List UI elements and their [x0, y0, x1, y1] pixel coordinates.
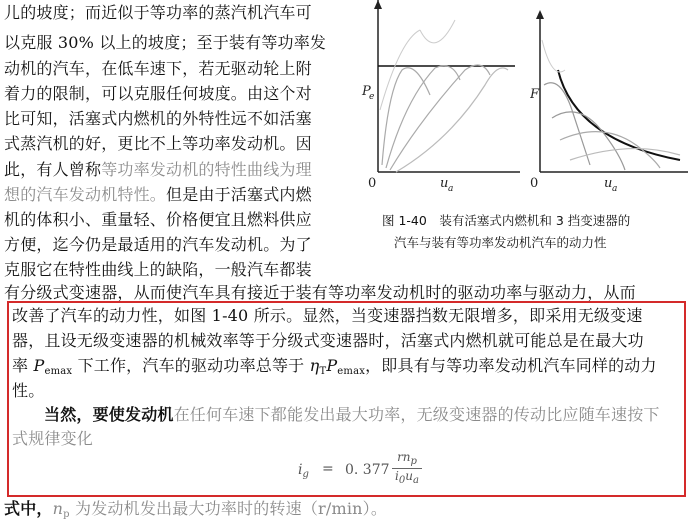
constant-power-curve: [558, 70, 680, 160]
power-plot: [360, 0, 525, 195]
gear-curve-4: [396, 68, 508, 172]
faded-text: 想的汽车发动机特性。: [4, 185, 167, 204]
text-line: 机的体积小、重量轻、价格便宜且燃料供应: [4, 210, 312, 229]
text-line: 有分级式变速器，从而使汽车具有接近于装有等功率发动机时的驱动功率与驱动力，从而: [4, 283, 636, 302]
formula-symbol: rn: [397, 450, 411, 464]
formula-numerator: [392, 450, 422, 469]
faded-text: 在任何车速下都能发出最大功率，无级变速器的传动比应随车速按下: [173, 405, 660, 424]
formula-symbol: i: [298, 462, 303, 478]
y-axis-arrow: [374, 0, 382, 9]
x-axis-label: u: [604, 176, 613, 191]
text-span: 下工作，汽车的驱动功率总等于: [72, 356, 310, 375]
text-span: 但是由于活塞式内燃: [166, 185, 312, 204]
formula-subscript: p: [410, 456, 417, 467]
y-axis-label: F: [530, 87, 540, 102]
text-line: [4, 185, 312, 205]
text-line: 以克服 30% 以上的坡度；至于装有等功率发: [4, 33, 327, 52]
math-symbol: P: [326, 356, 338, 375]
formula-denominator: [392, 469, 422, 486]
text-line: 改善了汽车的动力性，如图 1-40 所示。显然，当变速器挡数无限增多，即采用无级变速: [12, 306, 643, 325]
gear-curve-3: [390, 65, 490, 170]
text-line: 动机的汽车，在低车速下，若无驱动轮上附: [4, 59, 312, 78]
text-line: 器，且设无级变速器的机械效率等于分级式变速器时，活塞式内燃机就可能总是在最大功: [12, 331, 644, 350]
formula-subscript: 0: [398, 475, 406, 486]
origin-label: 0: [530, 176, 539, 191]
text-line: 儿的坡度；而近似于等功率的蒸汽机汽车可: [4, 3, 312, 22]
math-subscript: emax: [44, 366, 73, 377]
formula-fraction: [392, 450, 422, 486]
text-line: 式规律变化: [12, 429, 94, 448]
text-line: 克服它在特性曲线上的缺陷，一般汽车都装: [4, 260, 312, 279]
force-plot: [530, 0, 695, 195]
text-span: 率: [12, 356, 34, 375]
text-span: ，即具有与等功率发动机汽车同样的动力: [365, 356, 657, 375]
text-line: [4, 499, 387, 525]
y-axis-label-sub: e: [369, 92, 375, 102]
formula-symbol: u: [405, 469, 413, 483]
math-subscript: p: [63, 509, 70, 520]
math-subscript: T: [319, 366, 327, 377]
gear-curve-5: [542, 40, 565, 72]
formula-subscript: g: [302, 469, 309, 480]
text-span: 当然，要使发动机: [44, 405, 174, 424]
text-line: 式蒸汽机的好，更比不上等功率发动机。因: [4, 134, 312, 153]
faded-text: 为发动机发出最大功率时的转速（r/min）。: [69, 499, 388, 518]
math-symbol: n: [52, 499, 64, 518]
formula-equals: =: [322, 461, 334, 477]
text-line: 比可知，活塞式内燃机的外特性远不如活塞: [4, 109, 312, 128]
text-line: [44, 405, 660, 425]
formula-coefficient: 0. 377: [345, 462, 390, 478]
text-line: 方便，迄今仍是最适用的汽车发动机。为了: [4, 235, 312, 254]
y-axis-arrow: [536, 10, 544, 19]
text-span: 此，有人曾称: [4, 160, 102, 179]
formula-subscript: a: [412, 475, 419, 486]
text-line: [12, 356, 657, 382]
math-subscript: emax: [337, 366, 366, 377]
text-span: 式中，: [4, 499, 53, 518]
text-line: 性。: [12, 381, 45, 400]
x-axis-label-sub: a: [612, 184, 618, 194]
math-symbol: η: [309, 356, 320, 375]
formula-lhs: [298, 462, 309, 480]
origin-label: 0: [368, 176, 377, 191]
figure-caption-line1: 图 1-40 装有活塞式内燃机和 3 挡变速器的: [382, 213, 631, 228]
math-symbol: P: [33, 356, 45, 375]
x-axis-label-sub: a: [448, 184, 454, 194]
gear-curve-6: [420, 20, 455, 43]
y-axis-label: P: [362, 84, 371, 99]
x-axis-label: u: [440, 176, 449, 191]
figure-caption-line2: 汽车与装有等功率发动机汽车的动力性: [394, 235, 607, 250]
formula-symbol: i: [395, 469, 399, 483]
text-line: [4, 160, 312, 180]
faded-text: 等功率发动机的特性曲线为理: [101, 160, 312, 179]
text-line: 着力的限制，可以克服任何坡度。由这个对: [4, 84, 312, 103]
